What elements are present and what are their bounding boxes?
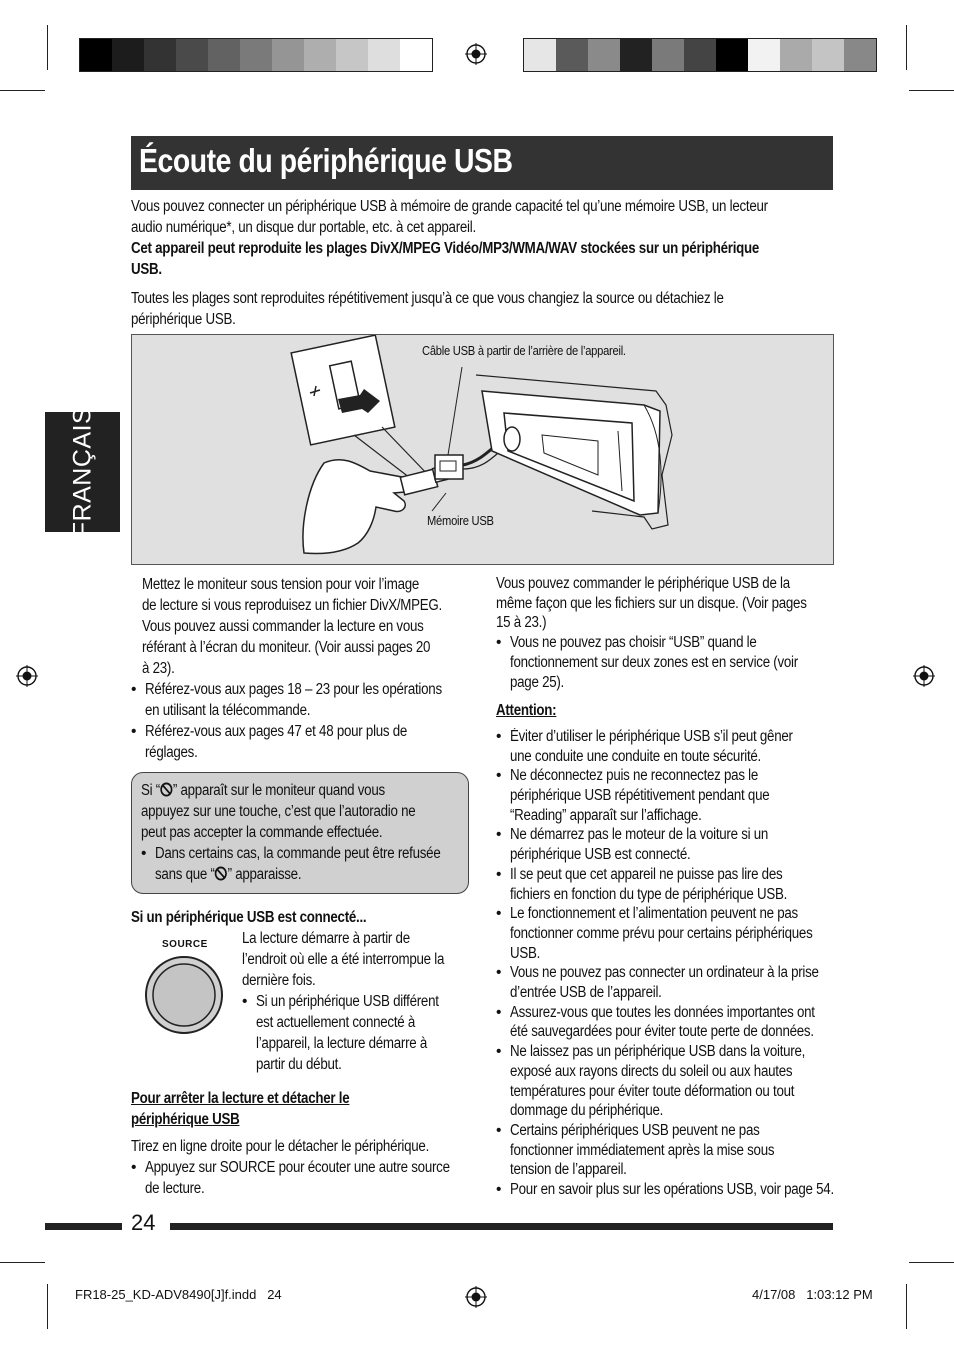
color-bar-left — [79, 38, 433, 72]
attention-item-line: exposé aux rayons directs du soleil ou aux hautes — [510, 1062, 793, 1080]
attention-item — [496, 1180, 834, 1200]
left-text-line: Vous pouvez aussi commander la lecture en vous — [142, 618, 424, 635]
crop-mark — [0, 1262, 45, 1263]
crop-mark — [909, 1262, 954, 1263]
right-text-line: Vous pouvez commander le périphérique USB de la — [496, 575, 790, 592]
list-item — [242, 991, 467, 1075]
attention-item-line: • Pour en savoir plus sur les opérations USB, voir page 54. — [510, 1181, 834, 1199]
page-title: Écoute du périphérique USB — [139, 142, 513, 179]
intro — [131, 196, 833, 330]
crop-mark — [906, 1284, 907, 1329]
attention-item-line: • Éviter d’utiliser le périphérique USB s’il peut gêner — [510, 727, 793, 745]
list-item-line: • Vous ne pouvez pas choisir “USB” quand le — [510, 634, 757, 652]
intro-line: audio numérique*, un disque dur portable, etc. à cet appareil. — [131, 219, 476, 236]
attention-item-line: “Reading” apparaît sur l’affichage. — [510, 806, 702, 824]
list-item-line: • Appuyez sur SOURCE pour écouter une autre source — [145, 1159, 450, 1176]
attention-item — [496, 963, 834, 1002]
intro-line: Toutes les plages sont reproduites répétitivement jusqu’à ce que vous changiez la source ou détachiez le — [131, 290, 724, 307]
left-text-line: de lecture si vous reproduisez un fichier DivX/MPEG. — [142, 597, 442, 614]
list-item-line: partir du début. — [256, 1056, 342, 1073]
attention-item-line: • Ne démarrez pas le moteur de la voiture si un — [510, 826, 769, 844]
list-item — [131, 679, 467, 721]
list-item-line: page 25). — [510, 673, 565, 691]
attention-item-line: fichiers en fonction du type de périphérique USB. — [510, 885, 788, 903]
note-text: ” apparaisse. — [227, 866, 302, 883]
note-text: appuyez sur une touche, c’est que l’autoradio ne — [141, 803, 416, 820]
attention-item — [496, 1042, 834, 1121]
language-tab-label: FRANÇAIS — [68, 406, 96, 538]
right-column — [496, 574, 834, 1200]
attention-item — [496, 1121, 834, 1180]
source-button-icon — [144, 955, 224, 1035]
prohibited-icon — [215, 866, 228, 881]
attention-item-line: températures pour éviter toute déformation ou tout — [510, 1082, 795, 1100]
connected-text-line: dernière fois. — [242, 972, 316, 989]
note-text: sans que “ — [155, 866, 215, 883]
left-text-line: Mettez le moniteur sous tension pour voir l’image — [142, 576, 420, 593]
list-item-line: • Référez-vous aux pages 18 – 23 pour les opérations — [145, 681, 442, 698]
registration-mark-icon — [465, 1286, 487, 1308]
crop-mark — [47, 1284, 48, 1329]
cable-label — [422, 343, 659, 358]
list-item-line: réglages. — [145, 744, 198, 761]
stop-heading: Pour arrêter la lecture et détacher le — [131, 1090, 350, 1107]
note-text: peut pas accepter la commande effectuée. — [141, 824, 383, 841]
left-text-line: à 23). — [142, 660, 175, 677]
list-item-line: fonctionnement sur deux zones est en service (voir — [510, 653, 798, 671]
connected-text-line: l’endroit où elle a été interrompue la — [242, 951, 445, 968]
list-item — [141, 843, 461, 885]
attention-list — [496, 727, 834, 1200]
connected-heading — [131, 907, 405, 928]
crop-mark — [909, 90, 954, 91]
attention-item-line: • Le fonctionnement et l’alimentation peuvent ne pas — [510, 905, 798, 923]
source-button-label: SOURCE — [162, 939, 208, 950]
footer-date: 4/17/08 1:03:12 PM — [752, 1287, 873, 1302]
attention-item — [496, 766, 834, 825]
footer-rule-left — [45, 1223, 122, 1230]
memory-label — [427, 513, 505, 528]
crop-mark — [906, 25, 907, 70]
language-tab — [45, 406, 120, 538]
crop-mark — [0, 90, 45, 91]
page-number: 24 — [131, 1210, 156, 1235]
list-item-line: en utilisant la télécommande. — [145, 702, 311, 719]
page-title-bar — [131, 136, 833, 190]
note-text: ” apparaît sur le moniteur quand vous — [172, 782, 385, 799]
attention-item — [496, 904, 834, 963]
connected-text-line: La lecture démarre à partir de — [242, 930, 410, 947]
crop-mark — [47, 25, 48, 70]
left-text-line: référant à l’écran du moniteur. (Voir aussi pages 20 — [142, 639, 431, 656]
attention-item-line: • Assurez-vous que toutes les données importantes ont — [510, 1003, 815, 1021]
list-item-line: • Si un périphérique USB différent — [256, 993, 439, 1010]
connected-heading-text: Si un périphérique USB est connecté... — [131, 909, 367, 926]
attention-item-line: une conduite une conduite en toute sécurité. — [510, 747, 761, 765]
attention-item — [496, 727, 834, 766]
usb-illustration-icon — [132, 335, 833, 564]
registration-mark-icon — [465, 43, 487, 65]
stop-section — [131, 1088, 467, 1199]
intro-bold-line: USB. — [131, 261, 162, 278]
list-item-line: l’appareil, la lecture démarre à — [256, 1035, 428, 1052]
attention-item-line: USB. — [510, 944, 541, 962]
attention-item-line: • Ne laissez pas un périphérique USB dans la voiture, — [510, 1043, 806, 1061]
list-item-line: • Référez-vous aux pages 47 et 48 pour plus de — [145, 723, 408, 740]
attention-item-line: périphérique USB est connecté. — [510, 846, 691, 864]
attention-item-line: • Certains périphériques USB peuvent ne pas — [510, 1121, 760, 1139]
attention-item-line: d’entrée USB de l’appareil. — [510, 984, 662, 1002]
attention-item-line: dommage du périphérique. — [510, 1102, 664, 1120]
registration-mark-icon — [913, 665, 935, 687]
footer-file: FR18-25_KD-ADV8490[J]f.indd 24 — [75, 1287, 282, 1302]
attention-item — [496, 865, 834, 904]
cable-label-text: Câble USB à partir de l’arrière de l’appareil. — [422, 343, 626, 358]
footer-rule-right — [170, 1223, 833, 1230]
note-text: Si “ — [141, 782, 160, 799]
attention-item-line: • Vous ne pouvez pas connecter un ordinateur à la prise — [510, 964, 819, 982]
attention-item — [496, 1003, 834, 1042]
attention-item-line: périphérique USB répétitivement pendant que — [510, 787, 770, 805]
note-text: • Dans certains cas, la commande peut être refusée — [155, 845, 441, 862]
note-box — [131, 772, 469, 894]
list-item-line: est actuellement connecté à — [256, 1014, 416, 1031]
color-bar-right — [523, 38, 877, 72]
attention-heading: Attention: — [496, 702, 557, 720]
right-text-line: 15 à 23.) — [496, 614, 547, 632]
attention-item-line: été sauvegardées pour éviter toute perte de données. — [510, 1023, 814, 1041]
right-text-line: même façon que les fichiers sur un disque. (Voir pages — [496, 594, 807, 612]
prohibited-icon — [160, 782, 173, 797]
memory-label-text: Mémoire USB — [427, 513, 494, 528]
attention-item-line: • Il se peut que cet appareil ne puisse pas lire des — [510, 865, 783, 883]
registration-mark-icon — [16, 665, 38, 687]
attention-item-line: fonctionner comme prévu pour certains périphériques — [510, 924, 813, 942]
stop-heading: périphérique USB — [131, 1111, 240, 1128]
intro-line: périphérique USB. — [131, 311, 236, 328]
attention-item — [496, 825, 834, 864]
list-item — [131, 721, 467, 763]
intro-line: Vous pouvez connecter un périphérique USB à mémoire de grande capacité tel qu’une mémoire USB, un lecteur — [131, 198, 768, 215]
usb-connection-figure — [131, 334, 834, 565]
stop-text: Tirez en ligne droite pour le détacher le périphérique. — [131, 1138, 430, 1155]
intro-bold-line: Cet appareil peut reproduite les plages DivX/MPEG Vidéo/MP3/WMA/WAV stockées sur un périphérique — [131, 240, 760, 257]
left-column — [131, 574, 467, 763]
attention-item-line: fonctionner immédiatement après la mise sous — [510, 1141, 775, 1159]
attention-item-line: • Ne déconnectez puis ne reconnectez pas le — [510, 767, 759, 785]
list-item — [131, 1157, 467, 1199]
attention-item-line: tension de l’appareil. — [510, 1161, 627, 1179]
list-item — [496, 633, 834, 692]
list-item-line: de lecture. — [145, 1180, 205, 1197]
connected-text — [242, 928, 467, 1075]
